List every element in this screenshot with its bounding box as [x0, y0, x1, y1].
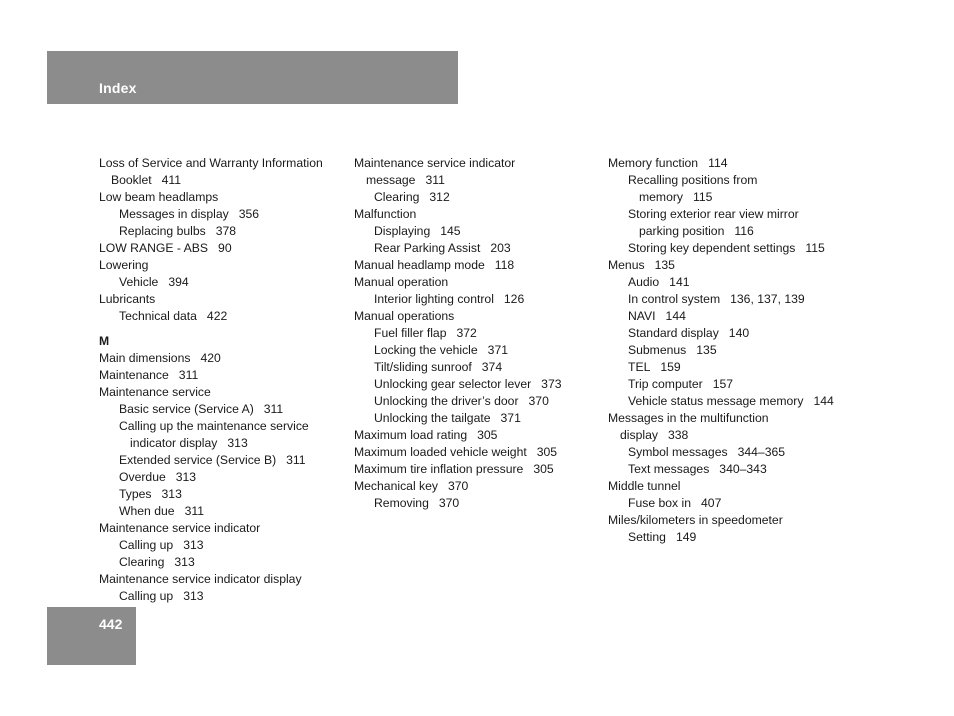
index-entry-term: display — [620, 428, 658, 442]
index-entry — [608, 206, 868, 223]
index-entry-term: Middle tunnel — [608, 479, 681, 493]
index-entry-page-ref[interactable]: 135 — [696, 343, 717, 357]
index-entry-page-ref[interactable]: 118 — [494, 258, 515, 272]
index-entry-term: Submenus — [628, 343, 687, 357]
index-entry-term: Rear Parking Assist — [374, 241, 481, 255]
index-entry-page-ref[interactable]: 371 — [500, 411, 521, 425]
index-entry-term: Main dimensions — [99, 351, 191, 365]
index-entry-page-ref[interactable]: 407 — [701, 496, 722, 510]
header-bar — [47, 51, 458, 104]
index-entry-term: Messages in the multifunction — [608, 411, 769, 425]
index-entry — [99, 384, 344, 401]
index-entry-term: Storing key dependent settings — [628, 241, 796, 255]
index-entry — [99, 223, 344, 240]
index-entry — [608, 393, 868, 410]
index-entry — [99, 257, 344, 274]
index-entry-page-ref[interactable]: 311 — [263, 402, 284, 416]
index-entry-term: Recalling positions from — [628, 173, 758, 187]
index-entry-term: Miles/kilometers in speedometer — [608, 513, 783, 527]
index-entry-term: Calling up the maintenance service — [119, 419, 309, 433]
index-entry — [354, 189, 599, 206]
index-entry-term: parking position — [639, 224, 725, 238]
index-entry — [354, 274, 599, 291]
index-entry-page-ref[interactable]: 378 — [215, 224, 237, 238]
index-entry-page-ref[interactable]: 126 — [503, 292, 525, 306]
index-entry-page-ref[interactable]: 311 — [425, 173, 445, 187]
index-entry-term: Mechanical key — [354, 479, 438, 493]
index-entry-page-ref[interactable]: 115 — [693, 190, 713, 204]
index-entry-term: Vehicle — [119, 275, 159, 289]
index-entry-term: Calling up — [119, 589, 174, 603]
index-entry — [99, 537, 344, 554]
index-entry — [608, 512, 868, 529]
index-entry-term: Booklet — [111, 173, 152, 187]
index-letter-heading: M — [99, 334, 110, 348]
index-entry — [99, 155, 344, 172]
index-entry-term: Interior lighting control — [374, 292, 494, 306]
index-entry-page-ref[interactable]: 313 — [227, 436, 248, 450]
index-entry-page-ref[interactable]: 356 — [238, 207, 260, 221]
index-entry-term: Trip computer — [628, 377, 703, 391]
index-entry-page-ref[interactable]: 157 — [712, 377, 734, 391]
index-entry — [608, 325, 868, 342]
index-entry — [99, 554, 344, 571]
index-entry-page-ref[interactable]: 311 — [178, 368, 199, 382]
index-entry-term: Replacing bulbs — [119, 224, 206, 238]
index-entry-term: Menus — [608, 258, 645, 272]
index-entry — [354, 410, 599, 427]
index-entry — [99, 206, 344, 223]
index-entry-page-ref[interactable]: 420 — [200, 351, 221, 365]
index-entry-term: Maintenance service indicator — [99, 521, 261, 535]
index-entry-term: Tilt/sliding sunroof — [374, 360, 472, 374]
index-entry-page-ref[interactable]: 136, 137, 139 — [730, 292, 805, 306]
index-entry — [608, 495, 868, 512]
index-entry — [354, 155, 599, 172]
index-entry — [354, 427, 599, 444]
index-entry — [354, 206, 599, 223]
index-entry-term: Vehicle status message memory — [628, 394, 804, 408]
index-entry-page-ref[interactable]: 115 — [805, 241, 825, 255]
index-entry-term: LOW RANGE - ABS — [99, 241, 209, 255]
index-entry-page-ref[interactable]: 340–343 — [719, 462, 767, 476]
index-entry-term: Fuse box in — [628, 496, 692, 510]
index-entry-page-ref[interactable]: 305 — [536, 445, 558, 459]
index-entry-term: Overdue — [119, 470, 166, 484]
index-entry — [354, 342, 599, 359]
index-entry-term: Types — [119, 487, 152, 501]
index-entry-term: Maintenance service indicator display — [99, 572, 302, 586]
index-entry-page-ref[interactable]: 370 — [528, 394, 549, 408]
index-entry — [608, 529, 868, 546]
index-entry — [99, 172, 344, 189]
index-entry — [608, 376, 868, 393]
index-entry — [99, 291, 344, 308]
index-entry — [354, 325, 599, 342]
index-entry — [354, 240, 599, 257]
index-entry — [99, 418, 344, 435]
index-entry — [99, 503, 344, 520]
index-entry-page-ref[interactable]: 149 — [675, 530, 697, 544]
index-entry-page-ref[interactable]: 370 — [448, 479, 469, 493]
index-entry-page-ref[interactable]: 313 — [175, 470, 197, 484]
index-entry-term: Maintenance — [99, 368, 169, 382]
index-entry-term: Unlocking the tailgate — [374, 411, 491, 425]
index-entry-page-ref[interactable]: 313 — [161, 487, 182, 501]
index-entry — [354, 172, 599, 189]
index-entry-page-ref[interactable]: 338 — [667, 428, 689, 442]
index-entry-term: Technical data — [119, 309, 197, 323]
index-entry-page-ref[interactable]: 116 — [734, 224, 754, 238]
index-entry-term: Memory function — [608, 156, 699, 170]
index-entry-page-ref[interactable]: 305 — [477, 428, 498, 442]
index-entry-term: Text messages — [628, 462, 710, 476]
page-number: 442 — [99, 616, 123, 632]
index-entry-page-ref[interactable]: 411 — [161, 173, 182, 187]
index-entry-term: Displaying — [374, 224, 431, 238]
index-entry — [608, 257, 868, 274]
index-entry — [99, 308, 344, 325]
index-entry-term: Lowering — [99, 258, 149, 272]
index-entry — [608, 240, 868, 257]
index-entry-term: Extended service (Service B) — [119, 453, 277, 467]
index-entry-page-ref[interactable]: 313 — [183, 538, 204, 552]
index-entry — [99, 350, 344, 367]
index-entry-term: Removing — [374, 496, 429, 510]
index-entry-term: Setting — [628, 530, 666, 544]
index-entry-page-ref[interactable]: 144 — [813, 394, 834, 408]
index-entry-term: Locking the vehicle — [374, 343, 478, 357]
index-entry — [608, 155, 868, 172]
index-entry — [608, 308, 868, 325]
index-entry-term: Basic service (Service A) — [119, 402, 254, 416]
index-entry-term: Clearing — [374, 190, 420, 204]
index-entry — [608, 461, 868, 478]
index-entry-page-ref[interactable]: 372 — [456, 326, 477, 340]
index-entry — [354, 359, 599, 376]
index-entry-page-ref[interactable]: 371 — [487, 343, 509, 357]
index-entry — [354, 495, 599, 512]
index-entry — [354, 393, 599, 410]
index-entry-page-ref[interactable]: 311 — [184, 504, 204, 518]
index-entry-term: When due — [119, 504, 175, 518]
index-entry — [608, 172, 868, 189]
index-entry-page-ref[interactable]: 144 — [665, 309, 686, 323]
index-entry-term: Lubricants — [99, 292, 156, 306]
index-entry-page-ref[interactable]: 422 — [206, 309, 228, 323]
index-entry-term: Symbol messages — [628, 445, 728, 459]
index-entry-term: Unlocking the driver’s door — [374, 394, 519, 408]
index-entry-page-ref[interactable]: 312 — [429, 190, 450, 204]
index-entry-page-ref[interactable]: 90 — [218, 241, 232, 255]
index-entry — [99, 189, 344, 206]
index-entry-term: TEL — [628, 360, 651, 374]
index-entry-term: Storing exterior rear view mirror — [628, 207, 799, 221]
index-entry-page-ref[interactable]: 141 — [669, 275, 690, 289]
index-entry-page-ref[interactable]: 203 — [490, 241, 511, 255]
index-entry-term: Manual headlamp mode — [354, 258, 485, 272]
index-entry-page-ref[interactable]: 135 — [654, 258, 675, 272]
index-entry-term: Maintenance service — [99, 385, 211, 399]
index-entry-term: message — [366, 173, 416, 187]
index-entry — [99, 435, 344, 452]
index-entry-term: Clearing — [119, 555, 165, 569]
index-entry-page-ref[interactable]: 313 — [183, 589, 204, 603]
index-entry — [99, 571, 344, 588]
index-entry-term: In control system — [628, 292, 721, 306]
index-column-1 — [99, 155, 344, 605]
index-entry — [99, 274, 344, 291]
index-entry-term: Maximum load rating — [354, 428, 468, 442]
index-entry-term: Malfunction — [354, 207, 417, 221]
index-entry-term: Unlocking gear selector lever — [374, 377, 532, 391]
index-entry-term: Messages in display — [119, 207, 229, 221]
index-entry-page-ref[interactable]: 374 — [481, 360, 503, 374]
index-entry-term: Calling up — [119, 538, 174, 552]
index-entry — [99, 486, 344, 503]
index-entry — [354, 291, 599, 308]
page-number-tab — [47, 607, 136, 665]
index-entry — [354, 461, 599, 478]
index-entry — [99, 520, 344, 537]
index-entry — [354, 257, 599, 274]
index-entry-page-ref[interactable]: 159 — [660, 360, 681, 374]
index-entry-page-ref[interactable]: 305 — [533, 462, 554, 476]
index-entry-term: Fuel filler flap — [374, 326, 447, 340]
page-title: Index — [99, 80, 137, 96]
index-column-2 — [354, 155, 599, 512]
index-entry — [99, 588, 344, 605]
index-entry — [608, 427, 868, 444]
index-entry — [608, 189, 868, 206]
index-entry — [354, 478, 599, 495]
index-entry-term: Audio — [628, 275, 660, 289]
index-entry — [608, 223, 868, 240]
index-entry-term: Loss of Service and Warranty Information — [99, 156, 323, 170]
index-column-3 — [608, 155, 868, 546]
index-entry-term: Manual operations — [354, 309, 455, 323]
index-entry-page-ref[interactable]: 313 — [174, 555, 195, 569]
index-entry-term: memory — [639, 190, 684, 204]
index-entry-term: NAVI — [628, 309, 656, 323]
index-entry — [354, 223, 599, 240]
index-entry-page-ref[interactable]: 373 — [541, 377, 562, 391]
index-entry — [99, 469, 344, 486]
index-entry-term: Manual operation — [354, 275, 449, 289]
index-entry — [608, 291, 868, 308]
index-entry — [354, 444, 599, 461]
index-entry-term: indicator display — [130, 436, 218, 450]
index-entry — [608, 342, 868, 359]
index-entry-page-ref[interactable]: 344–365 — [737, 445, 786, 459]
index-entry — [99, 240, 344, 257]
index-entry-term: Low beam headlamps — [99, 190, 219, 204]
index-entry-page-ref[interactable]: 140 — [728, 326, 750, 340]
index-entry-page-ref[interactable]: 394 — [168, 275, 189, 289]
index-entry — [99, 452, 344, 469]
index-entry — [608, 359, 868, 376]
index-entry — [608, 410, 868, 427]
index-entry-page-ref[interactable]: 311 — [286, 453, 306, 467]
index-entry-page-ref[interactable]: 114 — [708, 156, 728, 170]
index-entry-term: Standard display — [628, 326, 719, 340]
index-entry-term: Maximum loaded vehicle weight — [354, 445, 527, 459]
index-entry — [608, 444, 868, 461]
index-entry — [99, 367, 344, 384]
index-entry — [608, 274, 868, 291]
index-entry-term: Maximum tire inflation pressure — [354, 462, 524, 476]
index-entry — [99, 401, 344, 418]
index-entry-page-ref[interactable]: 370 — [438, 496, 460, 510]
index-entry — [354, 376, 599, 393]
index-entry — [608, 478, 868, 495]
index-entry — [354, 308, 599, 325]
index-entry-page-ref[interactable]: 145 — [440, 224, 461, 238]
index-entry-term: Maintenance service indicator — [354, 156, 516, 170]
